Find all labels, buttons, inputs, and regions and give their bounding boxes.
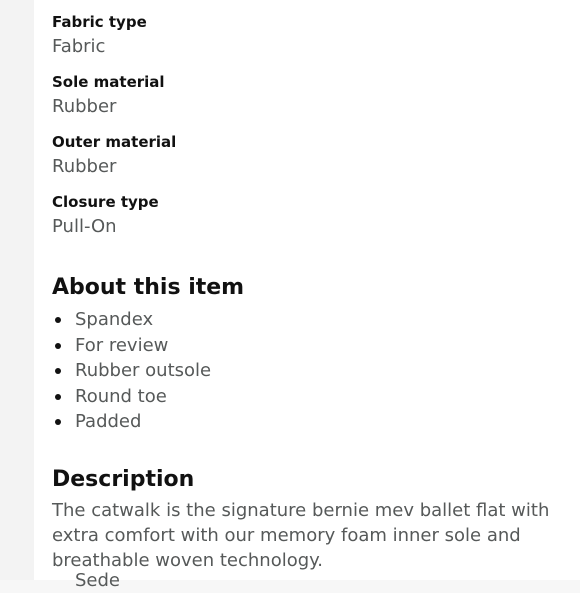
about-item-text: Rubber outsole <box>75 360 212 381</box>
about-list-item <box>52 333 552 359</box>
bullet-icon <box>55 394 61 400</box>
about-item-text: For review <box>75 334 169 356</box>
spec-value: Fabric <box>52 36 106 57</box>
spec-sole-material <box>52 73 552 118</box>
spec-label: Closure type <box>52 193 159 211</box>
spec-label: Outer material <box>52 133 177 151</box>
bullet-icon <box>55 419 61 425</box>
about-this-item-title: About this item <box>52 275 245 300</box>
about-list-item <box>52 384 552 410</box>
spec-closure-type <box>52 193 552 238</box>
left-margin-strip <box>0 0 34 580</box>
bullet-icon <box>55 317 61 323</box>
about-list-item <box>52 307 552 333</box>
spec-value: Rubber <box>52 96 117 117</box>
spec-label: Sole material <box>52 73 165 91</box>
description-title: Description <box>52 467 195 492</box>
about-list-item <box>52 409 552 435</box>
about-item-text: Padded <box>75 411 142 432</box>
spec-value: Rubber <box>52 156 117 177</box>
about-item-text: Round toe <box>75 385 167 407</box>
bullet-icon <box>55 343 61 349</box>
spec-label: Fabric type <box>52 13 147 31</box>
spec-fabric-type <box>52 13 552 58</box>
description-partial-line: Sede <box>75 570 120 591</box>
spec-value: Pull-On <box>52 216 117 237</box>
bullet-icon <box>55 368 61 374</box>
about-bullet-list <box>52 307 552 435</box>
spec-outer-material <box>52 133 552 178</box>
about-list-item <box>52 358 552 384</box>
about-item-text: Spandex <box>75 309 154 330</box>
description-text: The catwalk is the signature bernie mev ballet flat with extra comfort with our memory foam inner sole and breathable woven technology. <box>52 500 550 571</box>
